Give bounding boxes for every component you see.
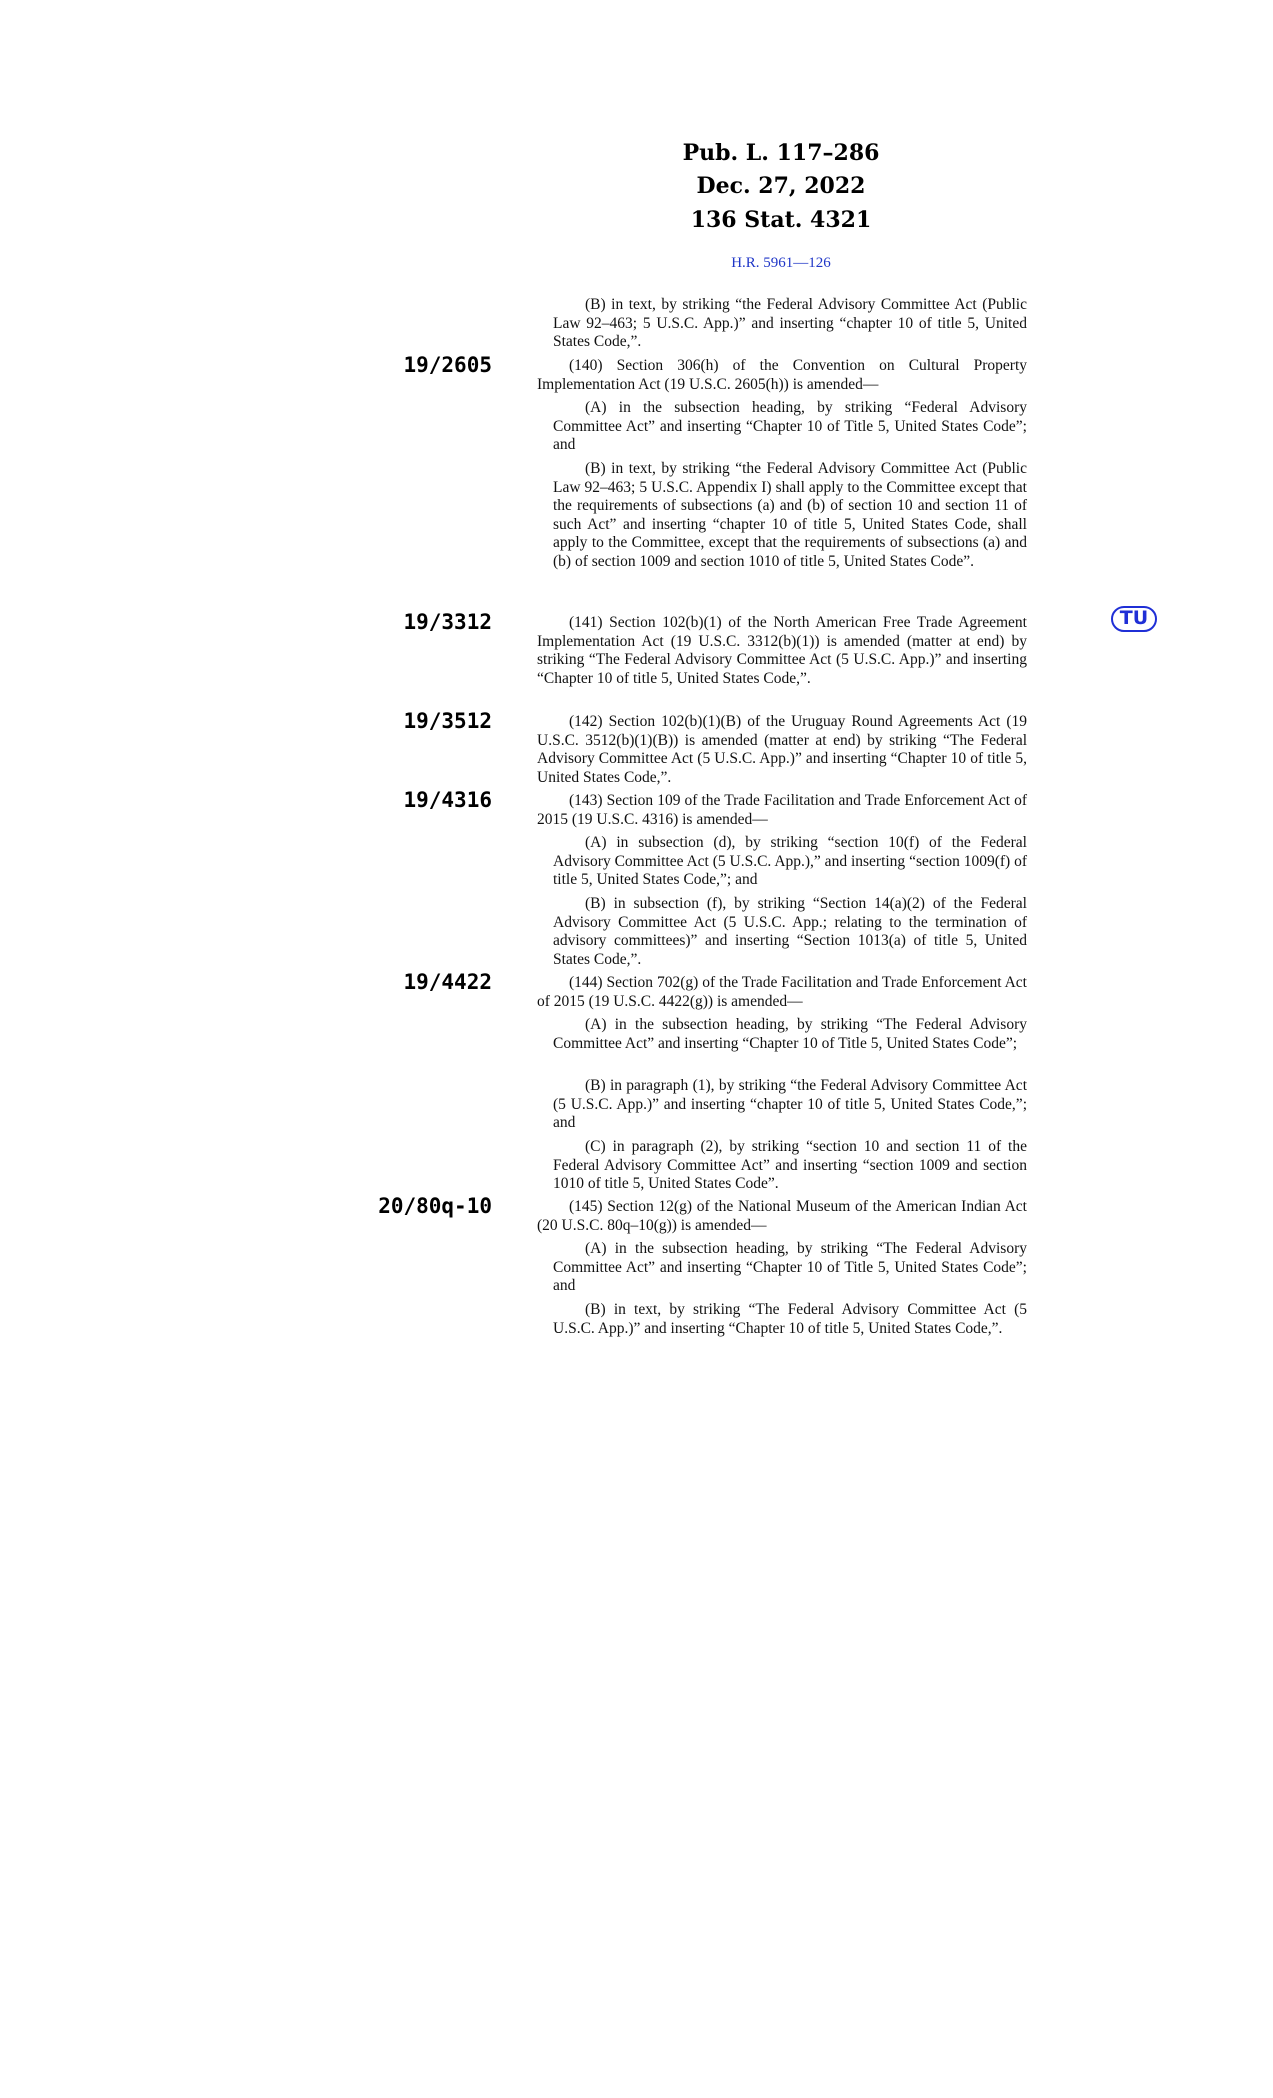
margin-citation: 19/4316 <box>403 788 492 812</box>
enactment-date: Dec. 27, 2022 <box>696 173 866 199</box>
margin-citation: 20/80q-10 <box>378 1194 492 1218</box>
margin-citation: 19/3512 <box>403 709 492 733</box>
paragraph: (B) in subsection (f), by striking “Section 14(a)(2) of the Federal Advisory Committee Act (5 U.S.C. App.; relating to the termination of advisory committees)” and inserting “Section 1013(a) of title 5, United States Code,”. <box>553 895 1027 968</box>
paragraph: (A) in the subsection heading, by striking “Federal Advisory Committee Act” and inserting “Chapter 10 of Title 5, United States Code”; and <box>553 399 1027 454</box>
paragraph: (141) Section 102(b)(1) of the North American Free Trade Agreement Implementation Act (19 U.S.C. 3312(b)(1)) is amended (matter at end) by striking “The Federal Advisory Committee Act (5 U.S.C. App.)” and inserting “Chapter 10 of title 5, United States Code,”. <box>537 614 1027 687</box>
margin-citation: 19/4422 <box>403 970 492 994</box>
paragraph: (A) in the subsection heading, by striking “The Federal Advisory Committee Act” and inserting “Chapter 10 of Title 5, United States Code”; <box>553 1016 1027 1052</box>
paragraph: (B) in text, by striking “The Federal Advisory Committee Act (5 U.S.C. App.)” and inserting “Chapter 10 of title 5, United States Code,”. <box>553 1301 1027 1337</box>
public-law-number: Pub. L. 117–286 <box>682 140 880 166</box>
paragraph: (B) in text, by striking “the Federal Advisory Committee Act (Public Law 92–463; 5 U.S.C. App.)” and inserting “chapter 10 of title 5, United States Code,”. <box>553 296 1027 351</box>
paragraph: (142) Section 102(b)(1)(B) of the Uruguay Round Agreements Act (19 U.S.C. 3512(b)(1)(B)) is amended (matter at end) by striking “The Federal Advisory Committee Act (5 U.S.C. App.)” and inserting “Chapter 10 of title 5, United States Code,”. <box>537 713 1027 786</box>
paragraph: (C) in paragraph (2), by striking “section 10 and section 11 of the Federal Advisory Committee Act” and inserting “section 1009 and section 1010 of title 5, United States Code”. <box>553 1138 1027 1193</box>
margin-citation: 19/2605 <box>403 353 492 377</box>
paragraph: (140) Section 306(h) of the Convention on Cultural Property Implementation Act (19 U.S.C. 2605(h)) is amended— <box>537 357 1027 393</box>
paragraph: (145) Section 12(g) of the National Museum of the American Indian Act (20 U.S.C. 80q–10(g)) is amended— <box>537 1198 1027 1234</box>
margin-citation: 19/3312 <box>403 610 492 634</box>
paragraph: (B) in text, by striking “the Federal Advisory Committee Act (Public Law 92–463; 5 U.S.C. Appendix I) shall apply to the Committee except that the requirements of subsections (a) and (b) of section 10 and section 11 of such Act” and inserting “chapter 10 of title 5, United States Code, shall apply to the Committee, except that the requirements of subsections (a) and (b) of section 1009 and section 1010 of title 5, United States Code”. <box>553 460 1027 570</box>
bill-reference: H.R. 5961—126 <box>731 255 831 271</box>
paragraph: (A) in the subsection heading, by striking “The Federal Advisory Committee Act” and inserting “Chapter 10 of Title 5, United States Code”; and <box>553 1240 1027 1295</box>
statute-citation: 136 Stat. 4321 <box>690 207 872 233</box>
paragraph: (B) in paragraph (1), by striking “the Federal Advisory Committee Act (5 U.S.C. App.)” and inserting “chapter 10 of title 5, United States Code,”; and <box>553 1077 1027 1132</box>
paragraph: (143) Section 109 of the Trade Facilitation and Trade Enforcement Act of 2015 (19 U.S.C. 4316) is amended— <box>537 792 1027 828</box>
paragraph: (A) in subsection (d), by striking “section 10(f) of the Federal Advisory Committee Act (5 U.S.C. App.),” and inserting “section 1009(f) of title 5, United States Code,”; and <box>553 834 1027 889</box>
tu-badge: TU <box>1111 606 1157 632</box>
paragraph: (144) Section 702(g) of the Trade Facilitation and Trade Enforcement Act of 2015 (19 U.S.C. 4422(g)) is amended— <box>537 974 1027 1010</box>
